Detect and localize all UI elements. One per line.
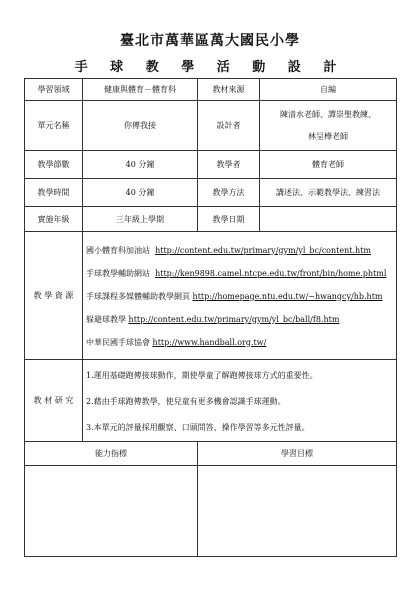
domain-value: 健康與體育－體育科 — [83, 79, 198, 101]
analysis-item: 1.運用基礎跑傳接球動作，期使學童了解跑傳接球方式的重要性。 — [86, 370, 318, 380]
resource-link[interactable]: http://content.edu.tw/primary/gym/yl_bc/content.htm — [155, 245, 371, 255]
source-label: 教材來源 — [198, 79, 260, 101]
date-label: 教學日期 — [198, 207, 260, 232]
resource-item — [86, 291, 393, 303]
row-sessions — [25, 151, 397, 179]
designer-line-1: 陳清水老師、譚崇聖教練、 — [280, 109, 376, 119]
resource-item — [86, 337, 393, 349]
row-unit — [25, 101, 397, 151]
resource-link[interactable]: http://homepage.ntu.edu.tw/~hwangcy/hb.htm — [192, 291, 383, 301]
method-value: 講述法、示範教學法、練習法 — [260, 179, 397, 207]
resource-name: 手球課程多媒體輔助教學網頁 — [86, 291, 190, 301]
row-objectives-header — [25, 442, 397, 466]
teacher-label: 教學者 — [198, 151, 260, 179]
sessions-label: 教學節數 — [25, 151, 83, 179]
row-resources — [25, 232, 397, 360]
resource-name: 躲避球教學 — [86, 314, 126, 324]
resource-item — [86, 314, 393, 326]
row-grade — [25, 207, 397, 232]
method-label: 教學方法 — [198, 179, 260, 207]
resources-label: 教 學 資 源 — [25, 232, 83, 360]
resource-item — [86, 245, 393, 257]
analysis-item: 3.本單元的評量採用觀察、口頭問答、操作學習等多元性評量。 — [86, 422, 310, 432]
ability-indicator-header: 能力指標 — [25, 442, 198, 466]
resource-name: 國小體育科加油站 — [86, 245, 150, 255]
teacher-value: 體育老師 — [260, 151, 397, 179]
row-analysis — [25, 360, 397, 442]
learning-goal-cell — [198, 466, 397, 557]
time-label: 教學時間 — [25, 179, 83, 207]
designer-value — [260, 101, 397, 151]
unit-value: 你傳我接 — [83, 101, 198, 151]
date-value — [260, 207, 397, 232]
resource-name: 中華民國手球協會 — [86, 337, 150, 347]
row-objectives-body — [25, 466, 397, 557]
learning-goal-header: 學習目標 — [198, 442, 397, 466]
analysis-item: 2.藉由手球跑傳教學，使兒童有更多機會認識手球運動。 — [86, 396, 286, 406]
sessions-value: 40 分鐘 — [83, 151, 198, 179]
grade-label: 實施年級 — [25, 207, 83, 232]
resources-list — [83, 232, 397, 360]
analysis-list — [83, 360, 397, 442]
resource-link[interactable]: http://content.edu.tw/primary/gym/yl_bc/ball/f8.htm — [128, 314, 340, 324]
school-name: 臺北市萬華區萬大國民小學 — [120, 33, 300, 49]
row-time — [25, 179, 397, 207]
designer-line-2: 林呈樺老師 — [308, 131, 348, 141]
ability-indicator-cell — [25, 466, 198, 557]
unit-label: 單元名稱 — [25, 101, 83, 151]
resource-name: 手球教學輔助網站 — [86, 268, 150, 278]
page-title: 手 球 教 學 活 動 設 計 — [74, 60, 346, 75]
source-value: 自編 — [260, 79, 397, 101]
row-domain — [25, 79, 397, 101]
grade-value: 三年級上學期 — [83, 207, 198, 232]
analysis-label: 教 材 研 究 — [25, 360, 83, 442]
resource-item — [86, 268, 393, 280]
resource-link[interactable]: http://ken9898.camel.ntcpe.edu.tw/front/bin/home.phtml — [155, 268, 387, 278]
time-value: 40 分鐘 — [83, 179, 198, 207]
lesson-plan-table — [24, 78, 397, 557]
designer-label: 設計者 — [198, 101, 260, 151]
resource-link[interactable]: http://www.handball.org.tw/ — [152, 337, 267, 347]
domain-label: 學習領域 — [25, 79, 83, 101]
